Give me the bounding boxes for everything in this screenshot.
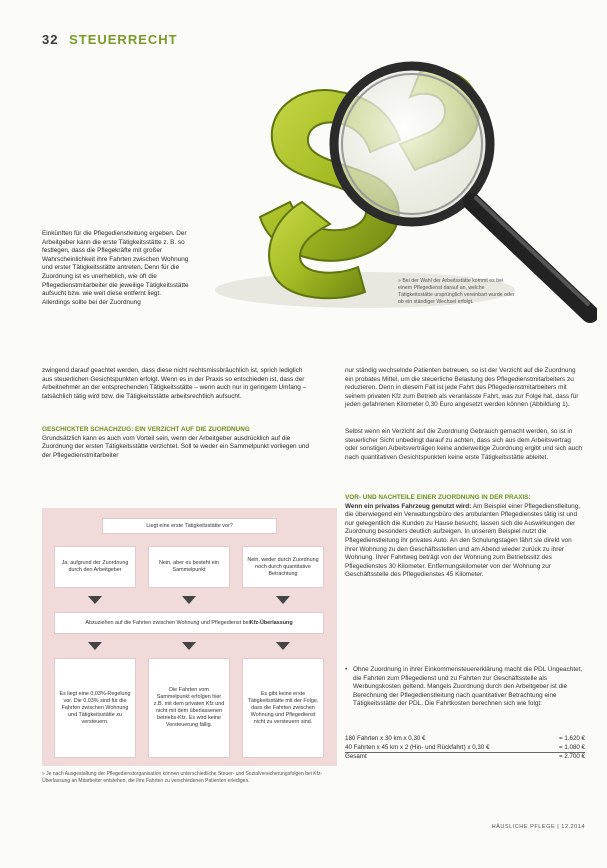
diagram-outcome-2: Die Fahrten vom Sammelpunkt erfolgen hier z.B. mit dem privaten Kfz und nicht mit dem überlassenen betriebs-Kfz. Es wird keine Versteuerung fällig. bbox=[148, 658, 230, 758]
arrow-down-icon bbox=[276, 596, 290, 604]
right-paragraph-2: Selbst wenn ein Verzicht auf die Zuordnung Gebrauch gemacht werden, so ist in steuerlicher Sicht unbedingt darauf zu achten, dass sich aus dem Arbeitsvertrag oder sonstigen Arbeitsverträgen keine anderweitige Zuordnung ergibt und sich auch nach quantitativen Gesichtspunkten keine erste Tätigkeitsstätte ableitet. bbox=[345, 428, 582, 461]
left-intro-paragraph: Einkünften für die Pflegedienstleitung ergeben. Der Arbeitgeber kann die erste Tätigkeitsstätte z. B. so festlegen, dass die Pflegekräfte mit großer Wahrscheinlichkeit ihre Fahrten zwischen Wohnung und erster Tätigkeitsstätte antreten. Denn für die Zuordnung ist es unerheblich, wie oft die Pflegedienstmitarbeiter die jeweilige Tätigkeitsstätte aufsucht bzw. wie weit diese entfernt liegt. Allerdings sollte bei der Zuordnung bbox=[42, 230, 189, 306]
diagram-middle: Abzuziehen auf die Fahrten zwischen Wohnung und Pflegedienst bei Kfz-Überlassung bbox=[54, 612, 324, 634]
diagram-question: Liegt eine erste Tätigkeitsstätte vor? bbox=[102, 518, 277, 534]
diagram-box-1: Ja, aufgrund der Zuordnung durch den Arbeitgeber bbox=[54, 546, 136, 588]
vor-section bbox=[345, 494, 585, 580]
page-header bbox=[42, 32, 178, 47]
calc-total-label: Gesamt bbox=[345, 753, 367, 761]
calc-row bbox=[345, 735, 585, 744]
geschickter-heading: GESCHICKTER SCHACHZUG: EIN VERZICHT AUF DIE ZUORDNUNG bbox=[42, 426, 250, 433]
right-paragraph-1: nur ständig wechselnde Patienten betreuen, so ist der Verzicht auf die Zuordnung ein probates Mittel, um die steuerliche Belastung des Pflegedienstmitarbeiters zu reduzieren. Denn in diesem Fall ist jede Fahrt des Pflegedienstmitarbeiters mit seinem privaten Kfz zum Betrieb als veranlasste Fahrt, was zur Folge hat, dass für jeden gefahrenen Kilometer 0,30 Euro angesetzt werden können (Abbildung 1). bbox=[345, 367, 579, 409]
arrow-down-icon bbox=[88, 642, 102, 650]
calculation-table bbox=[345, 735, 585, 762]
diagram-box-3: Nein, weder durch Zuordnung noch durch quantitative Betrachtung bbox=[242, 546, 324, 588]
calc-row-1-label: 180 Fahrten x 30 km x 0,30 € bbox=[345, 735, 426, 742]
paragraph-magnifier-photo bbox=[190, 52, 597, 352]
calc-total-value: = 2.700 € bbox=[559, 753, 585, 761]
diagram-box-2: Nein, aber es besteht ein Sammelpunkt bbox=[148, 546, 230, 588]
calc-row bbox=[345, 744, 585, 753]
section-title: STEUERRECHT bbox=[69, 32, 178, 47]
calc-row-2-value: = 1.080 € bbox=[559, 743, 585, 751]
page-number: 32 bbox=[42, 32, 59, 47]
calc-total-row bbox=[345, 752, 585, 762]
bullet-icon: • bbox=[345, 666, 348, 673]
decision-diagram bbox=[42, 508, 337, 766]
arrow-down-icon bbox=[276, 642, 290, 650]
vor-bold: Wenn ein privates Fahrzeug genutzt wird: bbox=[345, 502, 472, 510]
left-main-paragraph: zwingend darauf geachtet werden, dass diese nicht rechtsmissbräuchlich ist, sprich lediglich aus steuerlichen Gesichtspunkten erfolgt. Wenn es in der Praxis so entschieden ist, dass der Arbeitnehmer an der entsprechenden Tätigkeitsstätte – wenn auch nur in geringem Umfang – tatsächlich tätig wird bzw. die Tätigkeitsstätte arbeitsrechtlich aufsucht. bbox=[42, 367, 307, 400]
arrow-down-icon bbox=[88, 596, 102, 604]
bullet-paragraph bbox=[345, 666, 585, 709]
diagram-caption: » Je nach Ausgestaltung der Pflegedienstorganisation können unterschiedliche Steuer- und Sozialversicherungsfolgen bei Kfz-Überlassung an Mitarbeiter entstehen, die ihre Fahrten zu verschiedenen Patienten erledigen. bbox=[42, 771, 323, 784]
calc-row-2-label: 40 Fahrten x 45 km x 2 (Hin- und Rückfahrt) x 0,30 € bbox=[345, 743, 490, 751]
geschickter-text: Grundsätzlich kann es auch vom Vorteil sein, wenn der Arbeitgeber ausdrücklich auf die Zuordnung der ersten Tätigkeitsstätte verzichtet. Soll te weder ein Sammelpunkt vorliegen und der Pflegedienstmitarbeiter bbox=[42, 434, 310, 459]
diagram-outcome-1: Es liegt eine 0,03%-Regelung vor. Die 0,03% sind für die Fahrten zwischen Wohnung und Tätigkeitsstätte zu versteuern. bbox=[54, 658, 136, 758]
arrow-down-icon bbox=[182, 642, 196, 650]
diagram-middle-bold: Kfz-Überlassung bbox=[249, 619, 293, 626]
photo-caption: » Bei der Wahl der Arbeitsstätte kommt es bei einem Pflegedienst darauf an, welche Tätigkeitsstätte ursprünglich vereinbart wurde oder ob ein ständiger Wechsel erfolgt. bbox=[398, 278, 515, 305]
diagram-outcome-3: Es gibt keine erste Tätigkeitsstätte mit der Folge, dass die Fahrten zwischen Wohnung und Pflegedienst nicht zu versteuern sind. bbox=[242, 658, 324, 758]
vor-heading: VOR- UND NACHTEILE EINER ZUORDNUNG IN DER PRAXIS: bbox=[345, 494, 531, 501]
page-footer: HÄUSLICHE PFLEGE | 12.2014 bbox=[491, 824, 585, 830]
vor-text: Am Beispiel einer Pflegedienstleitung, die überwiegend ein Verwaltungsbüro des ambulanten Pflegedienstes tätig ist und nur gelegentlich die Kunden zu Hause besucht, lassen sich die Auswirkungen der Zuordnung besonders deutlich aufzeigen. In unserem Beispiel nutzt die Pflegedienstleitung ihr privates Auto. An den Schulungstagen fährt sie direkt von ihrer Wohnung zu den Geschäftsstellen und am Abend wieder zurück zu ihrer Wohnung. Ihrer Fahrtweg beträgt von der Wohnung zum Betriebssitz des Pflegedienstes 30 Kilometer. Entfernungskilometer von der Wohnung zur Geschäftsstelle des Pflegedienstes 45 Kilometer. bbox=[345, 502, 581, 579]
calc-row-1-value: = 1.620 € bbox=[559, 735, 585, 742]
geschickter-section bbox=[42, 426, 310, 460]
arrow-down-icon bbox=[182, 596, 196, 604]
bullet-text: Ohne Zuordnung in ihrer Einkommensteuererklärung macht die PDL Ungeachtet, die Fahrten zum Pflegedienst und zu Fahrten zur Geschäftsstelle als Werbungskosten geltend. Mangels Zuordnung durch den Arbeitgeber ist die Berechnung der Pflegedienstleitung nach quantitativer Betrachtung eine Tätigkeitsstätte der PDL. Die Fahrtkosten berechnen sich wie folgt: bbox=[353, 666, 583, 708]
